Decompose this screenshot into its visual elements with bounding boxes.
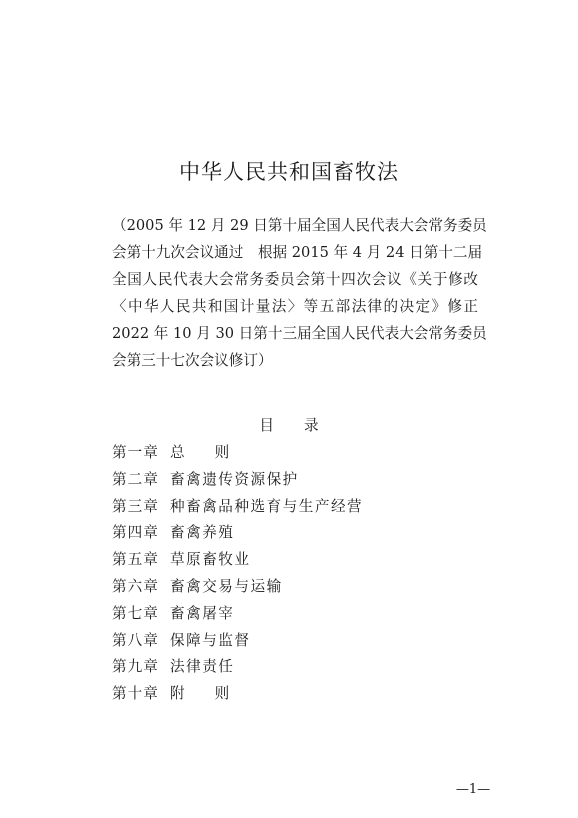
note-line: 2022 年 10 月 30 日第十三届全国人民代表大会常务委员 [112,325,487,342]
page-number: —1— [455,782,491,797]
chapter-title: 种畜禽品种选育与生产经营 [170,497,364,515]
toc-heading [0,416,578,436]
toc-entry [112,443,478,470]
note-line: 会第十九次会议通过 根据 2015 年 4 月 24 日第十二届 [112,244,483,261]
chapter-number: 第四章 [112,524,159,542]
toc-entry [112,604,478,631]
toc-entry [112,657,478,684]
chapter-number: 第七章 [112,604,159,622]
chapter-title: 畜禽屠宰 [170,604,235,622]
toc-entry [112,577,478,604]
toc-entry [112,631,478,658]
chapter-title: 保障与监督 [170,631,251,649]
note-line: （2005 年 12 月 29 日第十届全国人民代表大会常务委员 [112,217,487,234]
chapter-title: 附则 [170,685,260,703]
note-line: 会第三十七次会议修订） [112,352,273,369]
chapter-title: 畜禽养殖 [170,524,235,542]
note-line: 〈中华人民共和国计量法〉等五部法律的决定》修正 [112,298,478,315]
chapter-number: 第三章 [112,497,159,515]
chapter-title: 法律责任 [170,658,235,676]
toc-heading-left: 目 [259,417,274,434]
toc-entry [112,684,478,711]
chapter-number: 第六章 [112,577,159,595]
chapter-number: 第十章 [112,685,159,703]
chapter-title: 总则 [170,444,260,461]
toc-entry [112,523,478,550]
chapter-number: 第一章 [112,444,159,461]
document-title: 中华人民共和国畜牧法 [179,160,399,184]
note-line: 全国人民代表大会常务委员会第十四次会议《关于修改 [112,271,478,288]
chapter-number: 第二章 [112,470,159,488]
chapter-title: 畜禽遗传资源保护 [170,470,299,488]
chapter-number: 第九章 [112,658,159,676]
toc-entry [112,470,478,497]
chapter-title: 畜禽交易与运输 [170,577,283,595]
chapter-number: 第八章 [112,631,159,649]
toc-entry [112,497,478,524]
chapter-number: 第五章 [112,551,159,569]
toc-entry [112,550,478,577]
toc-heading-right: 录 [304,417,319,434]
adoption-note [112,212,487,374]
chapter-title: 草原畜牧业 [170,551,251,569]
table-of-contents [112,443,478,711]
